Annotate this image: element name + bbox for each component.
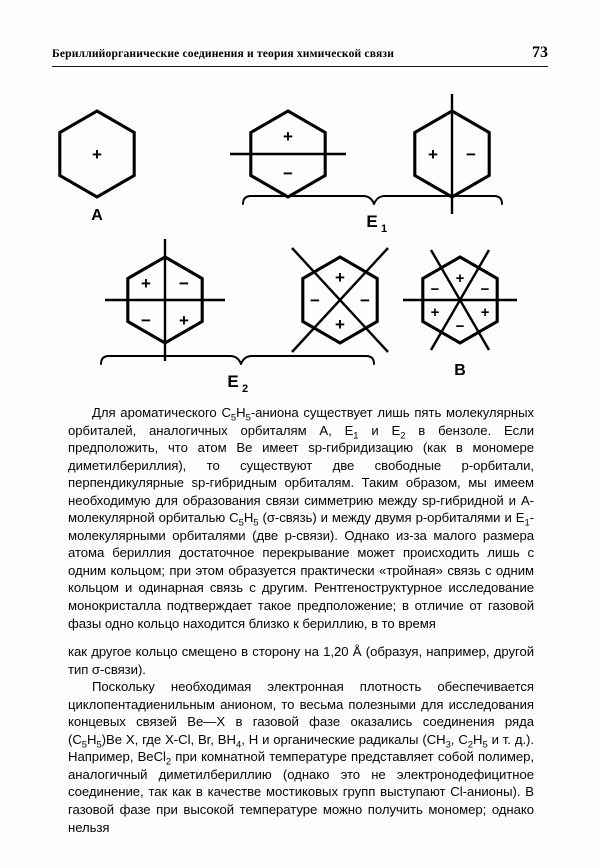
sign-plus-A: + (92, 145, 102, 164)
sign-minus-E1a: − (283, 164, 293, 183)
sign-minus-E2b-left: − (310, 291, 320, 310)
header-rule (52, 66, 548, 67)
label-B: B (454, 362, 466, 379)
label-E1-subscript: 1 (380, 223, 388, 235)
orbital-A (60, 111, 134, 197)
sign-plus-B-ll: + (430, 304, 440, 321)
label-A: A (91, 207, 103, 224)
orbital-symmetry-figure (0, 92, 600, 397)
orbital-diagram-svg (0, 92, 600, 397)
sign-minus-E2a-tr: − (179, 274, 189, 293)
label-E2: E (227, 372, 239, 391)
label-E1: E (366, 212, 378, 231)
sign-plus-E2b-top: + (335, 268, 345, 287)
page-number: 73 (532, 44, 548, 61)
paragraph-2: как другое кольцо смещено в сторону на 1,20 Å (образуя, например, другой тип σ-связи). (68, 644, 534, 677)
orbital-E1a (230, 111, 346, 197)
orbital-E2a (105, 239, 225, 361)
brace-E1 (243, 196, 502, 204)
orbital-B (403, 250, 517, 350)
sign-plus-E1a: + (283, 127, 293, 146)
sign-plus-B-lr: + (480, 304, 490, 321)
running-head (52, 44, 548, 69)
paragraph-1: Для ароматического $C_5H_5$-аниона существует лишь пять молекулярных орбиталей, аналогичных орбиталям A, $E_1$ и $E_2$ в бензоле. Если предположить, что атом Be имеет sp-гибридизацию (как в мономере диметилбериллия), то существуют две свободные p-орбитали, перпендикулярные sp-гибридным орбиталям. Таким образом, мы имеем необходимую для образования связи симметрию между sp-гибридной и A-молекулярной орбиталью $C_5H_5$ (σ-связь) и между двумя p-орбиталями и $E_1$-молекулярными орбиталями (две p-связи). Однако из-за малого размера атома бериллия достаточное перекрывание может происходить лишь с одним кольцом; при этом образуется практически «тройная» связь с одним кольцом и одинарная связь с другим. Рентгеноструктурное исследование монокристалла подтверждает такое предположение; в отличие от газовой фазы одно кольцо находится близко к бериллию, в то время (68, 405, 534, 631)
sign-plus-E2b-bottom: + (335, 315, 345, 334)
sign-minus-B-ur: − (480, 281, 490, 298)
sign-plus-B-top: + (455, 270, 465, 287)
sign-plus-E2a-tl: + (141, 274, 151, 293)
sign-minus-E2b-right: − (360, 291, 370, 310)
orbital-E2b (292, 248, 388, 352)
paragraph-gap (68, 632, 534, 643)
sign-plus-E2a-br: + (179, 311, 189, 330)
label-E2-subscript: 2 (241, 383, 249, 395)
sign-plus-E1b: + (428, 145, 438, 164)
sign-minus-E2a-bl: − (141, 311, 151, 330)
sign-minus-B-bottom: − (455, 318, 465, 335)
body-text-column (68, 404, 534, 836)
running-head-title: Бериллийорганические соединения и теория химической связи (52, 47, 395, 60)
paragraph-3: Поскольку необходимая электронная плотность обеспечивается циклопентадиенильным анионом, то весьма полезными для исследования концевых связей Be—X в газовой фазе оказались соединения ряда $(C_5H_5)Be$ X, где X-Cl, Br, $BH_4$, H и органические радикалы ($CH_3$, $C_2H_5$ и т. д.). Например, BeCl$_2$ при комнатной температуре представляет собой полимер, аналогичный диметилбериллию (однако это не электронодефицитное соединение, так как в качестве мостиковых групп выступают Cl-анионы). В газовой фазе при высокой температуре можно получить мономер; однако нельзя (68, 679, 534, 835)
sign-minus-B-ul: − (430, 281, 440, 298)
brace-E2 (101, 356, 374, 364)
sign-minus-E1b: − (466, 145, 476, 164)
